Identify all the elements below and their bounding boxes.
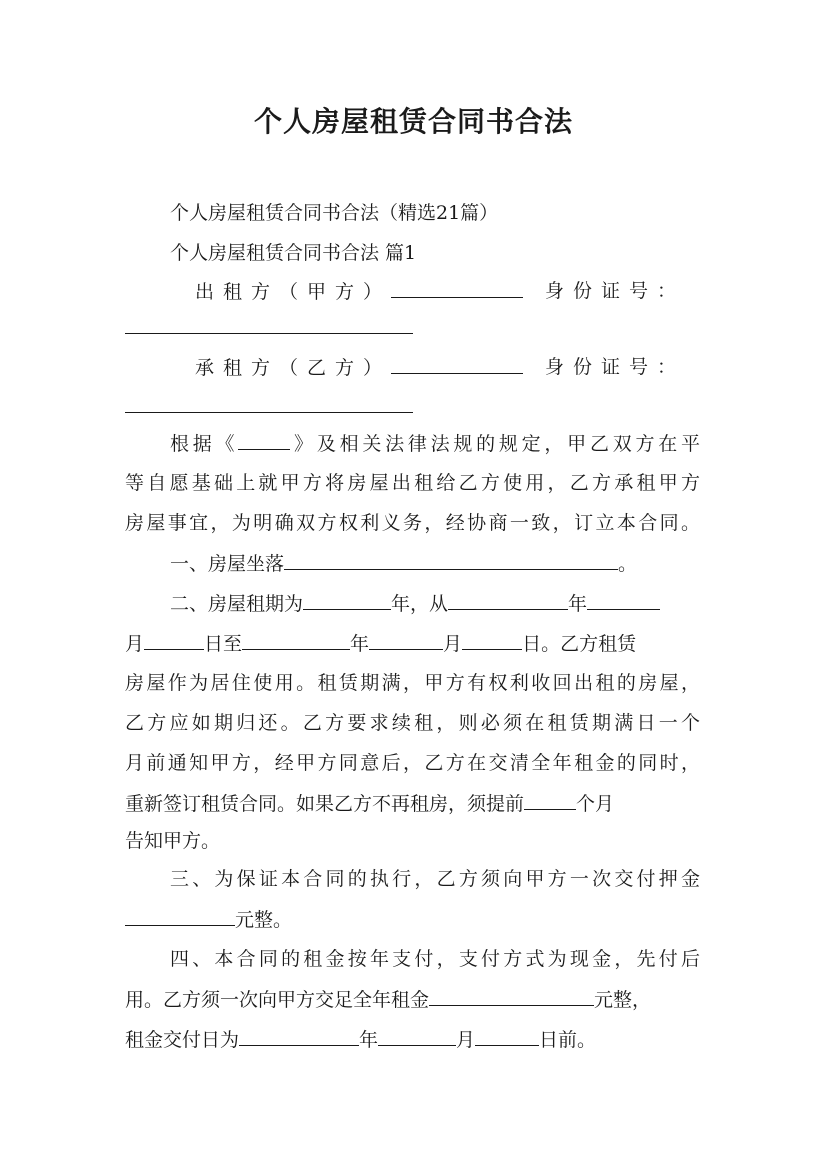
annual-rent-blank bbox=[429, 986, 594, 1006]
clause-2-line-6: 重新签订租赁合同。如果乙方不再租房，须提前 个月 bbox=[125, 790, 705, 817]
party-b-id-label: 身份证号： bbox=[545, 356, 686, 378]
end-month-blank bbox=[369, 630, 443, 650]
party-b-name-blank bbox=[391, 354, 523, 374]
party-b-id-blank bbox=[125, 412, 413, 413]
start-year-blank bbox=[448, 590, 568, 610]
law-name-blank bbox=[238, 430, 290, 450]
start-month-blank bbox=[587, 590, 660, 610]
party-a-name-blank bbox=[391, 278, 523, 298]
clause-4-line-3: 租金交付日为 年 月 日前。 bbox=[125, 1026, 705, 1053]
pay-month-blank bbox=[378, 1026, 456, 1046]
clause-4-line-2: 用。乙方须一次向甲方交足全年租金 元整， bbox=[125, 986, 705, 1013]
document-title: 个人房屋租赁合同书合法 bbox=[253, 105, 573, 138]
party-a-id-blank bbox=[125, 333, 413, 334]
section-heading: 个人房屋租赁合同书合法 篇1 bbox=[170, 242, 417, 264]
party-a-label: 出租方（甲方） bbox=[195, 281, 392, 303]
intro-line-1: 根据《 》及相关法律法规的规定，甲乙双方在平 bbox=[170, 430, 700, 457]
intro-line-2: 等自愿基础上就甲方将房屋出租给乙方使用，乙方承租甲方 bbox=[125, 472, 700, 494]
clause-2-line-1: 二、房屋租期为 年，从 年 bbox=[170, 590, 705, 617]
clause-2-line-7: 告知甲方。 bbox=[125, 830, 221, 852]
clause-2-line-5: 月前通知甲方，经甲方同意后，乙方在交清全年租金的同时， bbox=[125, 752, 700, 774]
end-day-blank bbox=[462, 630, 522, 650]
location-blank bbox=[284, 550, 618, 570]
pay-day-blank bbox=[475, 1026, 539, 1046]
deposit-blank bbox=[125, 906, 235, 926]
start-day-blank bbox=[144, 630, 204, 650]
party-a-line bbox=[195, 278, 690, 305]
pay-year-blank bbox=[239, 1026, 359, 1046]
clause-4-line-1: 四、本合同的租金按年支付，支付方式为现金，先付后 bbox=[170, 948, 700, 970]
notice-months-blank bbox=[524, 790, 576, 810]
party-b-line bbox=[195, 354, 690, 381]
intro-line-3: 房屋事宜，为明确双方权利义务，经协商一致，订立本合同。 bbox=[125, 512, 700, 534]
end-year-blank bbox=[242, 630, 350, 650]
term-years-blank bbox=[303, 590, 391, 610]
clause-3-line-2: 元整。 bbox=[125, 906, 705, 933]
clause-2-line-3: 房屋作为居住使用。租赁期满，甲方有权利收回出租的房屋， bbox=[125, 672, 700, 694]
party-a-id-label: 身份证号： bbox=[545, 280, 686, 302]
subtitle: 个人房屋租赁合同书合法（精选21篇） bbox=[170, 202, 499, 224]
party-b-label: 承租方（乙方） bbox=[195, 357, 392, 379]
clause-1: 一、房屋坐落 。 bbox=[170, 550, 750, 577]
clause-3-line-1: 三、为保证本合同的执行，乙方须向甲方一次交付押金 bbox=[170, 868, 700, 890]
clause-2-line-4: 乙方应如期归还。乙方要求续租，则必须在租赁期满日一个 bbox=[125, 712, 700, 734]
clause-2-line-2: 月 日至 年 月 日。乙方租赁 bbox=[125, 630, 705, 657]
